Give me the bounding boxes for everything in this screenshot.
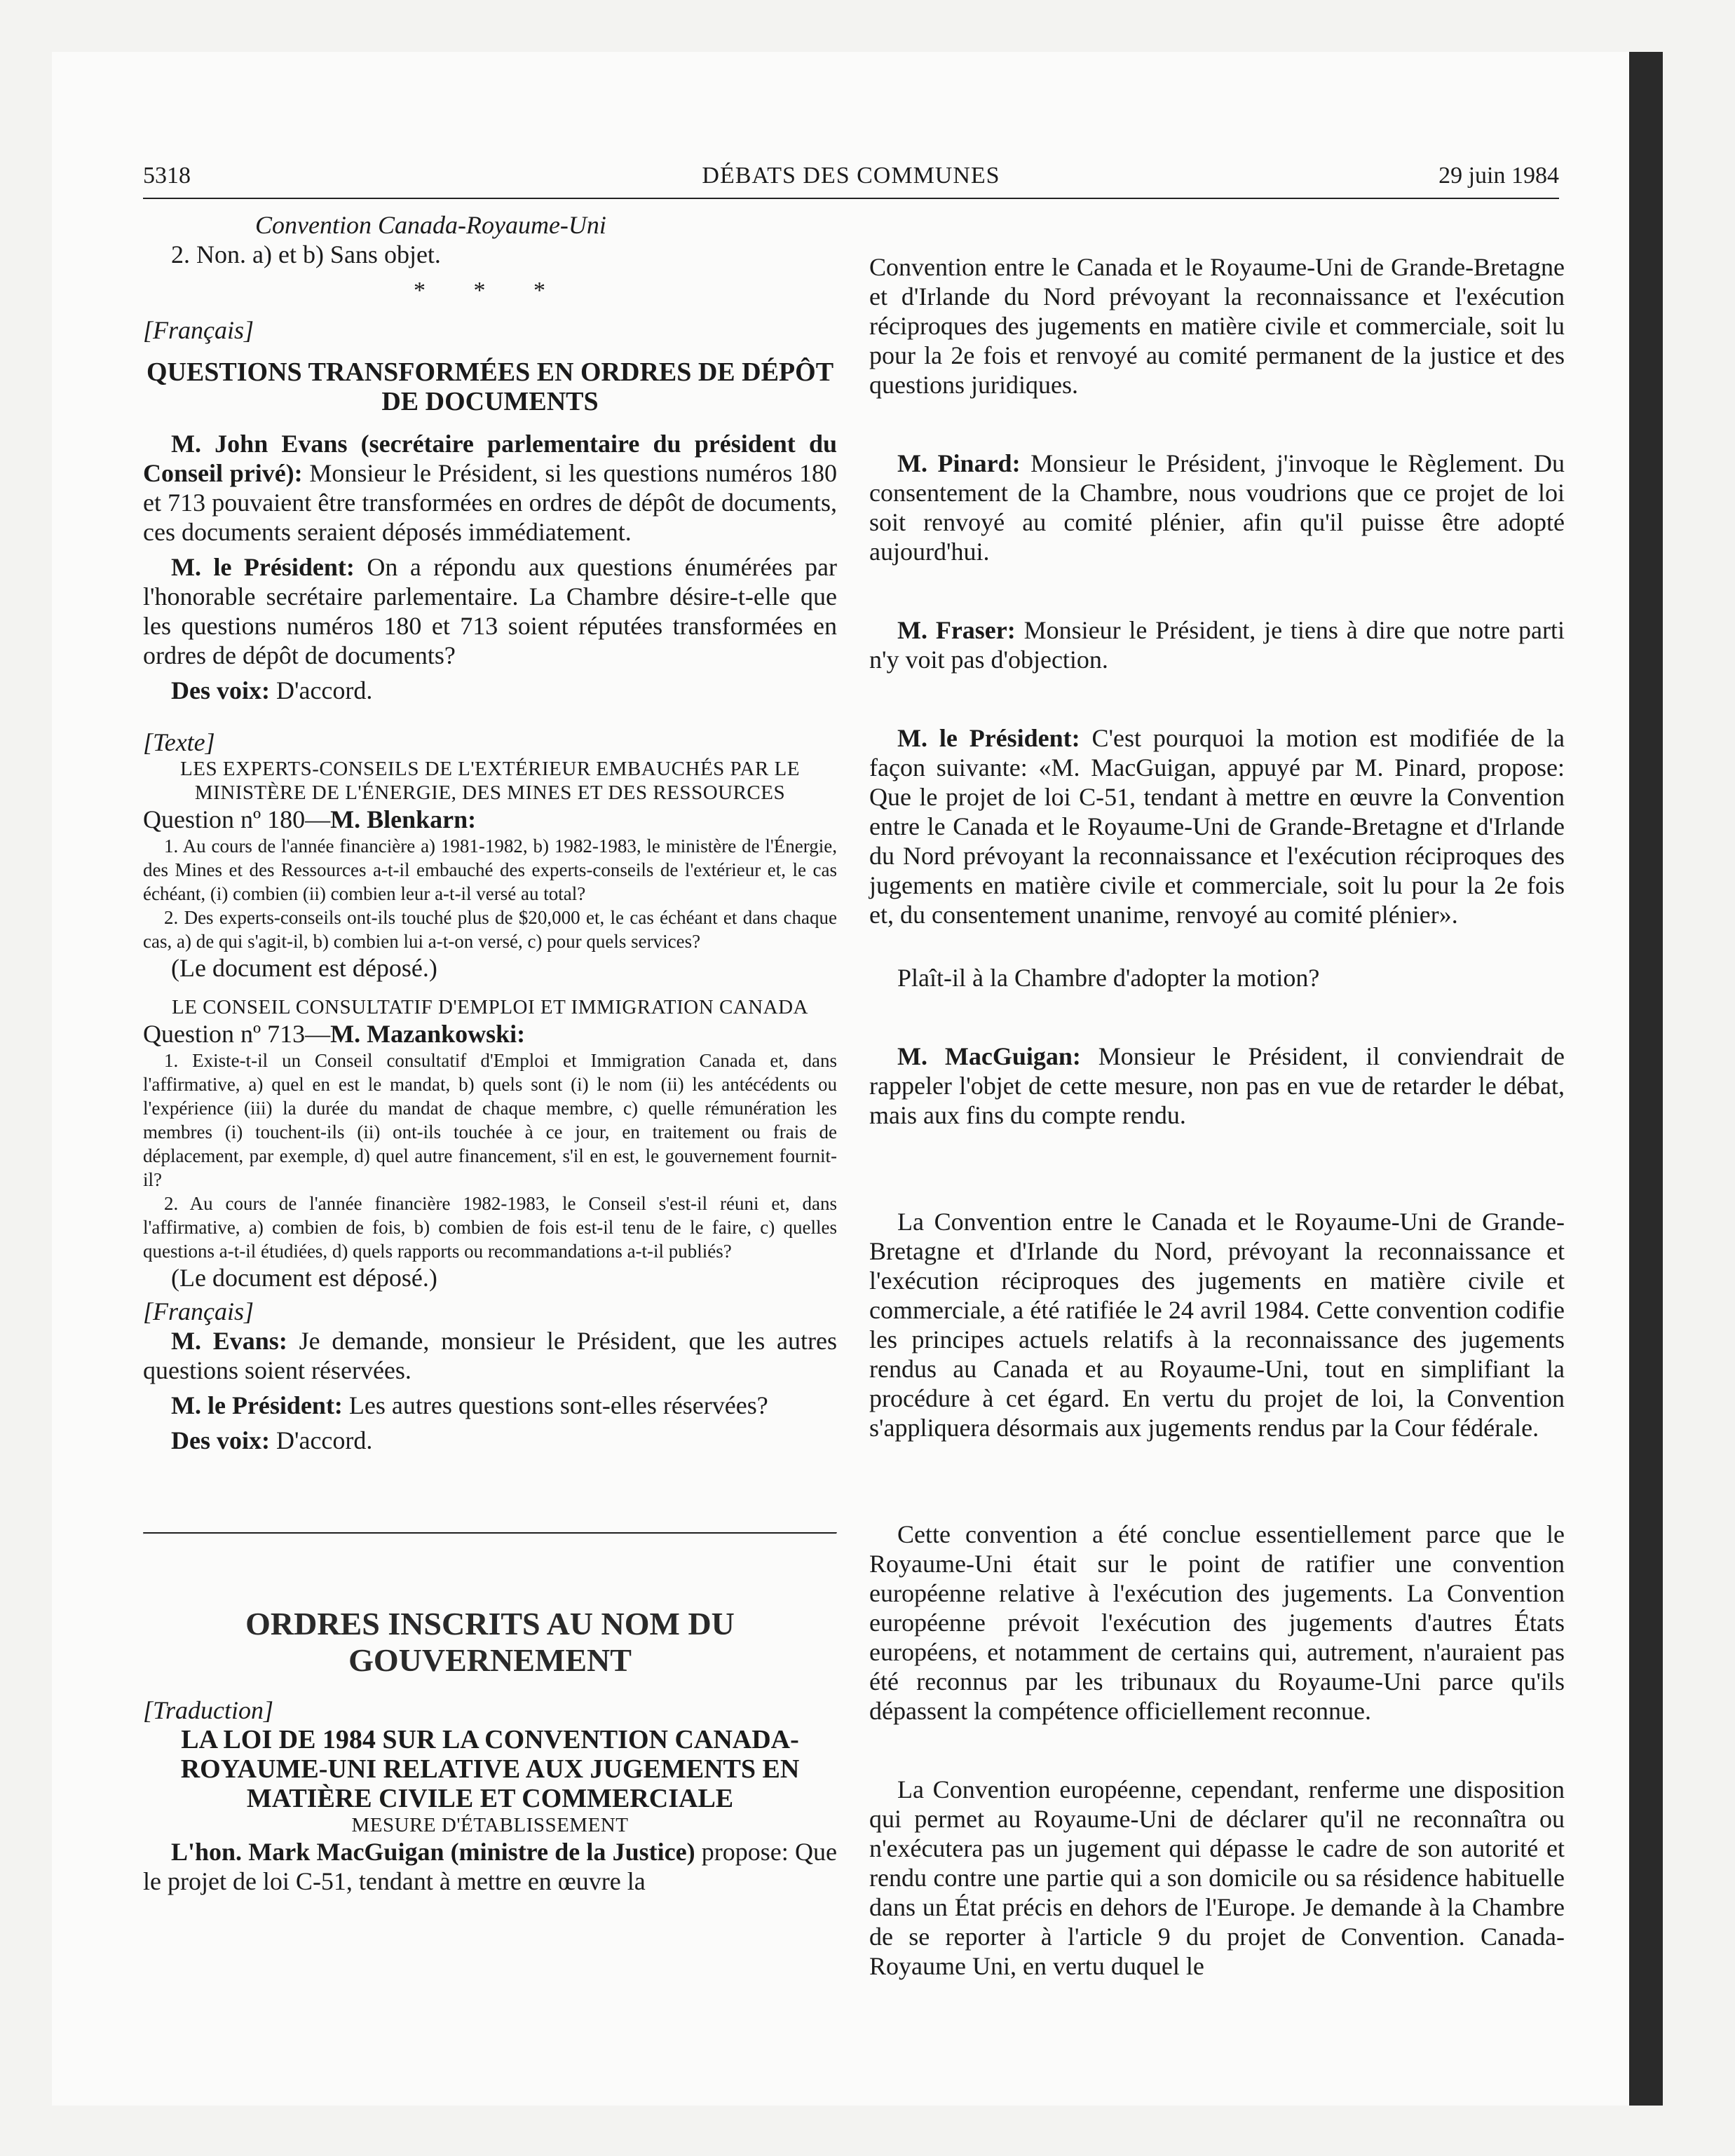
speaker-name: M. John Evans (secrétaire parlementaire du président du Conseil privé): — [143, 430, 837, 487]
language-rubric: [Français] — [143, 1297, 254, 1325]
right-column — [869, 252, 1565, 1986]
question-item: 1. Existe-t-il un Conseil consultatif d'Emploi et Immigration Canada et, dans l'affirmative, a) quel en est le mandat, b) quels sont (i) le nom (ii) les antécédents ou l'expérience (iii) la durée du mandat de chaque membre, c) quelle rémunération les membres (i) touchent-ils (ii) ont-ils touchée à ce jour, en traitement ou frais de déplacement, par exemple, d) quel autre financement, s'il en est, le gouvernement fournit-il? — [143, 1050, 837, 1190]
speech-voices — [143, 676, 837, 705]
motion-question: Plaît-il à la Chambre d'adopter la motion? — [897, 964, 1320, 992]
speech-president — [143, 1391, 837, 1420]
speaker-name: M. MacGuigan: — [897, 1042, 1081, 1070]
question-body — [143, 834, 837, 953]
question-heading — [143, 805, 837, 834]
question-label: Question nº 713— — [143, 1020, 331, 1048]
language-rubric: [Français] — [143, 316, 254, 344]
speaker-name: M. Evans: — [171, 1327, 287, 1355]
speech-president — [143, 552, 837, 670]
speech-pinard — [869, 449, 1565, 566]
speech-text: Monsieur le Président, il conviendrait de rappeler l'objet de cette mesure, non pas en vue de retarder le débat, mais aux fins du compte rendu. — [869, 1042, 1565, 1129]
section-separator: * * * — [414, 278, 566, 303]
orders-heading: ORDRES INSCRITS AU NOM DU GOUVERNEMENT — [245, 1606, 735, 1678]
speech-text: Monsieur le Président, je tiens à dire que notre parti n'y voit pas d'objection. — [869, 616, 1565, 674]
page-number: 5318 — [143, 163, 191, 189]
paragraph-conclue: Cette convention a été conclue essentiellement parce que le Royaume-Uni était sur le point de ratifier une convention européenne relative à l'exécution des jugements. La Convention européenne prévoit l'exécution des jugements d'autres États européens, et notamment de certains qui, autrement, n'auraient pas été reconnus par les tribunaux du Royaume-Uni parce qu'ils dépassent la compétence officiellement reconnue. — [869, 1520, 1565, 1725]
page-header — [143, 163, 1559, 199]
speech-text: Je demande, monsieur le Président, que les autres questions soient réservées. — [143, 1327, 837, 1384]
question-body — [143, 1049, 837, 1263]
publication-title: DÉBATS DES COMMUNES — [702, 163, 1000, 189]
language-rubric: [Texte] — [143, 728, 215, 756]
speech-evans — [143, 429, 837, 547]
question-item: 1. Au cours de l'année financière a) 1981-1982, b) 1982-1983, le ministère de l'Énergie, des Mines et des Ressources a-t-il embauché des experts-conseils de l'extérieur et, le cas échéant, (i) combien (ii) combien leur a-t-il versé au total? — [143, 835, 837, 904]
speech-text: Les autres questions sont-elles réservées? — [342, 1391, 768, 1419]
speech-fraser — [869, 615, 1565, 674]
question-label: Question nº 180— — [143, 805, 331, 833]
speech-text: Monsieur le Président, j'invoque le Règlement. Du consentement de la Chambre, nous voudrions que ce projet de loi soit renvoyé au comité plénier, afin qu'il puisse être adopté aujourd'hui. — [869, 449, 1565, 566]
question-title: LES EXPERTS-CONSEILS DE L'EXTÉRIEUR EMBAUCHÉS PAR LE MINISTÈRE DE L'ÉNERGIE, DES MINES ET DES RESSOURCES — [180, 758, 800, 804]
paragraph-convention: La Convention entre le Canada et le Royaume-Uni de Grande-Bretagne et d'Irlande du Nord, prévoyant la reconnaissance et l'exécution réciproques des jugements en matière civile et commerciale, a été ratifiée le 24 avril 1984. Cette convention codifie les principes actuels relatifs à la reconnaissance des jugements rendus au Canada et au Royaume-Uni, tout en simplifiant la procédure à cet égard. En vertu du projet de loi, la Convention s'appliquera désormais aux jugements rendus par la Cour fédérale. — [869, 1208, 1565, 1442]
speech-text: C'est pourquoi la motion est modifiée de la façon suivante: «M. MacGuigan, appuyé par M. Pinard, propose: Que le projet de loi C-51, tendant à mettre en œuvre la Convention entre le Canada et le Royaume-Uni de Grande-Bretagne et d'Irlande du Nord prévoyant la reconnaissance et l'exécution réciproques des jugements en matière civile et commerciale, soit lu pour la 2e fois et, du consentement unanime, renvoyé au comité plénier». — [869, 724, 1565, 929]
speech-text: propose: Que le projet de loi C-51, tendant à mettre en œuvre la — [143, 1838, 837, 1895]
speech-text: On a répondu aux questions énumérées par l'honorable secrétaire parlementaire. La Chambre désire-t-elle que les questions numéros 180 et 713 soient réputées transformées en ordres de dépôt de documents? — [143, 553, 837, 669]
motion-continuation: Convention entre le Canada et le Royaume-Uni de Grande-Bretagne et d'Irlande du Nord prévoyant la reconnaissance et l'exécution réciproques des jugements en matière civile et commerciale, soit lu pour la 2e fois et renvoyé au comité permanent de la justice et des questions juridiques. — [869, 253, 1565, 399]
speech-text: D'accord. — [269, 676, 373, 704]
speech-macguigan — [143, 1837, 837, 1896]
speaker-name: M. le Président: — [171, 553, 355, 581]
speaker-name: M. le Président: — [897, 724, 1080, 752]
question-item: 2. Au cours de l'année financière 1982-1983, le Conseil s'est-il réuni et, dans l'affirmative, a) combien de fois, b) combien de fois est-il tenu de le faire, c) quelles questions a-t-il étudiées, d) quels rapports ou recommandations a-t-il publiés? — [143, 1193, 837, 1262]
language-rubric: [Traduction] — [143, 1696, 274, 1724]
speech-voices — [143, 1426, 837, 1455]
speaker-name: M. le Président: — [171, 1391, 343, 1419]
speaker-name: M. Fraser: — [897, 616, 1016, 644]
speaker-name: Des voix: — [171, 1426, 270, 1454]
question-title: LE CONSEIL CONSULTATIF D'EMPLOI ET IMMIGRATION CANADA — [172, 996, 808, 1018]
bill-subheading: MESURE D'ÉTABLISSEMENT — [351, 1814, 629, 1836]
question-heading — [143, 1019, 837, 1049]
publication-date: 29 juin 1984 — [1438, 163, 1559, 189]
paragraph-europeenne: La Convention européenne, cependant, renferme une disposition qui permet au Royaume-Uni de déclarer qu'il ne reconnaîtra ou n'exécutera pas un jugement qui dépasse le cadre de son autorité et rendu contre une partie qui a son domicile ou sa résidence habituelle dans un État précis en dehors de l'Europe. Je demande à la Chambre de se reporter à l'article 9 du projet de Convention. Canada-Royaume Uni, en vertu duquel le — [869, 1775, 1565, 1980]
question-item: 2. Des experts-conseils ont-ils touché plus de $20,000 et, le cas échéant et dans chaque cas, a) de qui s'agit-il, b) combien lui a-t-on versé, c) pour quels services? — [143, 907, 837, 952]
answer-line: 2. Non. a) et b) Sans objet. — [171, 240, 441, 268]
document-deposited: (Le document est déposé.) — [171, 1264, 437, 1292]
question-member: M. Blenkarn: — [330, 805, 477, 833]
speaker-name: L'hon. Mark MacGuigan (ministre de la Justice) — [171, 1838, 695, 1866]
question-member: M. Mazankowski: — [330, 1020, 526, 1048]
document-deposited: (Le document est déposé.) — [171, 954, 437, 982]
section-heading: QUESTIONS TRANSFORMÉES EN ORDRES DE DÉPÔT DE DOCUMENTS — [146, 357, 834, 416]
speech-evans — [143, 1326, 837, 1385]
speaker-name: M. Pinard: — [897, 449, 1021, 477]
scan-edge-shadow — [1629, 52, 1663, 2106]
left-column — [143, 210, 837, 1896]
speaker-name: Des voix: — [171, 676, 270, 704]
speech-macguigan — [869, 1042, 1565, 1130]
speech-president — [869, 723, 1565, 929]
section-subtitle: Convention Canada-Royaume-Uni — [255, 211, 606, 239]
speech-text: D'accord. — [269, 1426, 373, 1454]
speech-text: Monsieur le Président, si les questions numéros 180 et 713 pouvaient être transformées en ordres de dépôt de documents, ces documents seraient déposés immédiatement. — [143, 459, 838, 546]
bill-heading: LA LOI DE 1984 SUR LA CONVENTION CANADA-ROYAUME-UNI RELATIVE AUX JUGEMENTS EN MATIÈRE CIVILE ET COMMERCIALE — [180, 1725, 800, 1813]
